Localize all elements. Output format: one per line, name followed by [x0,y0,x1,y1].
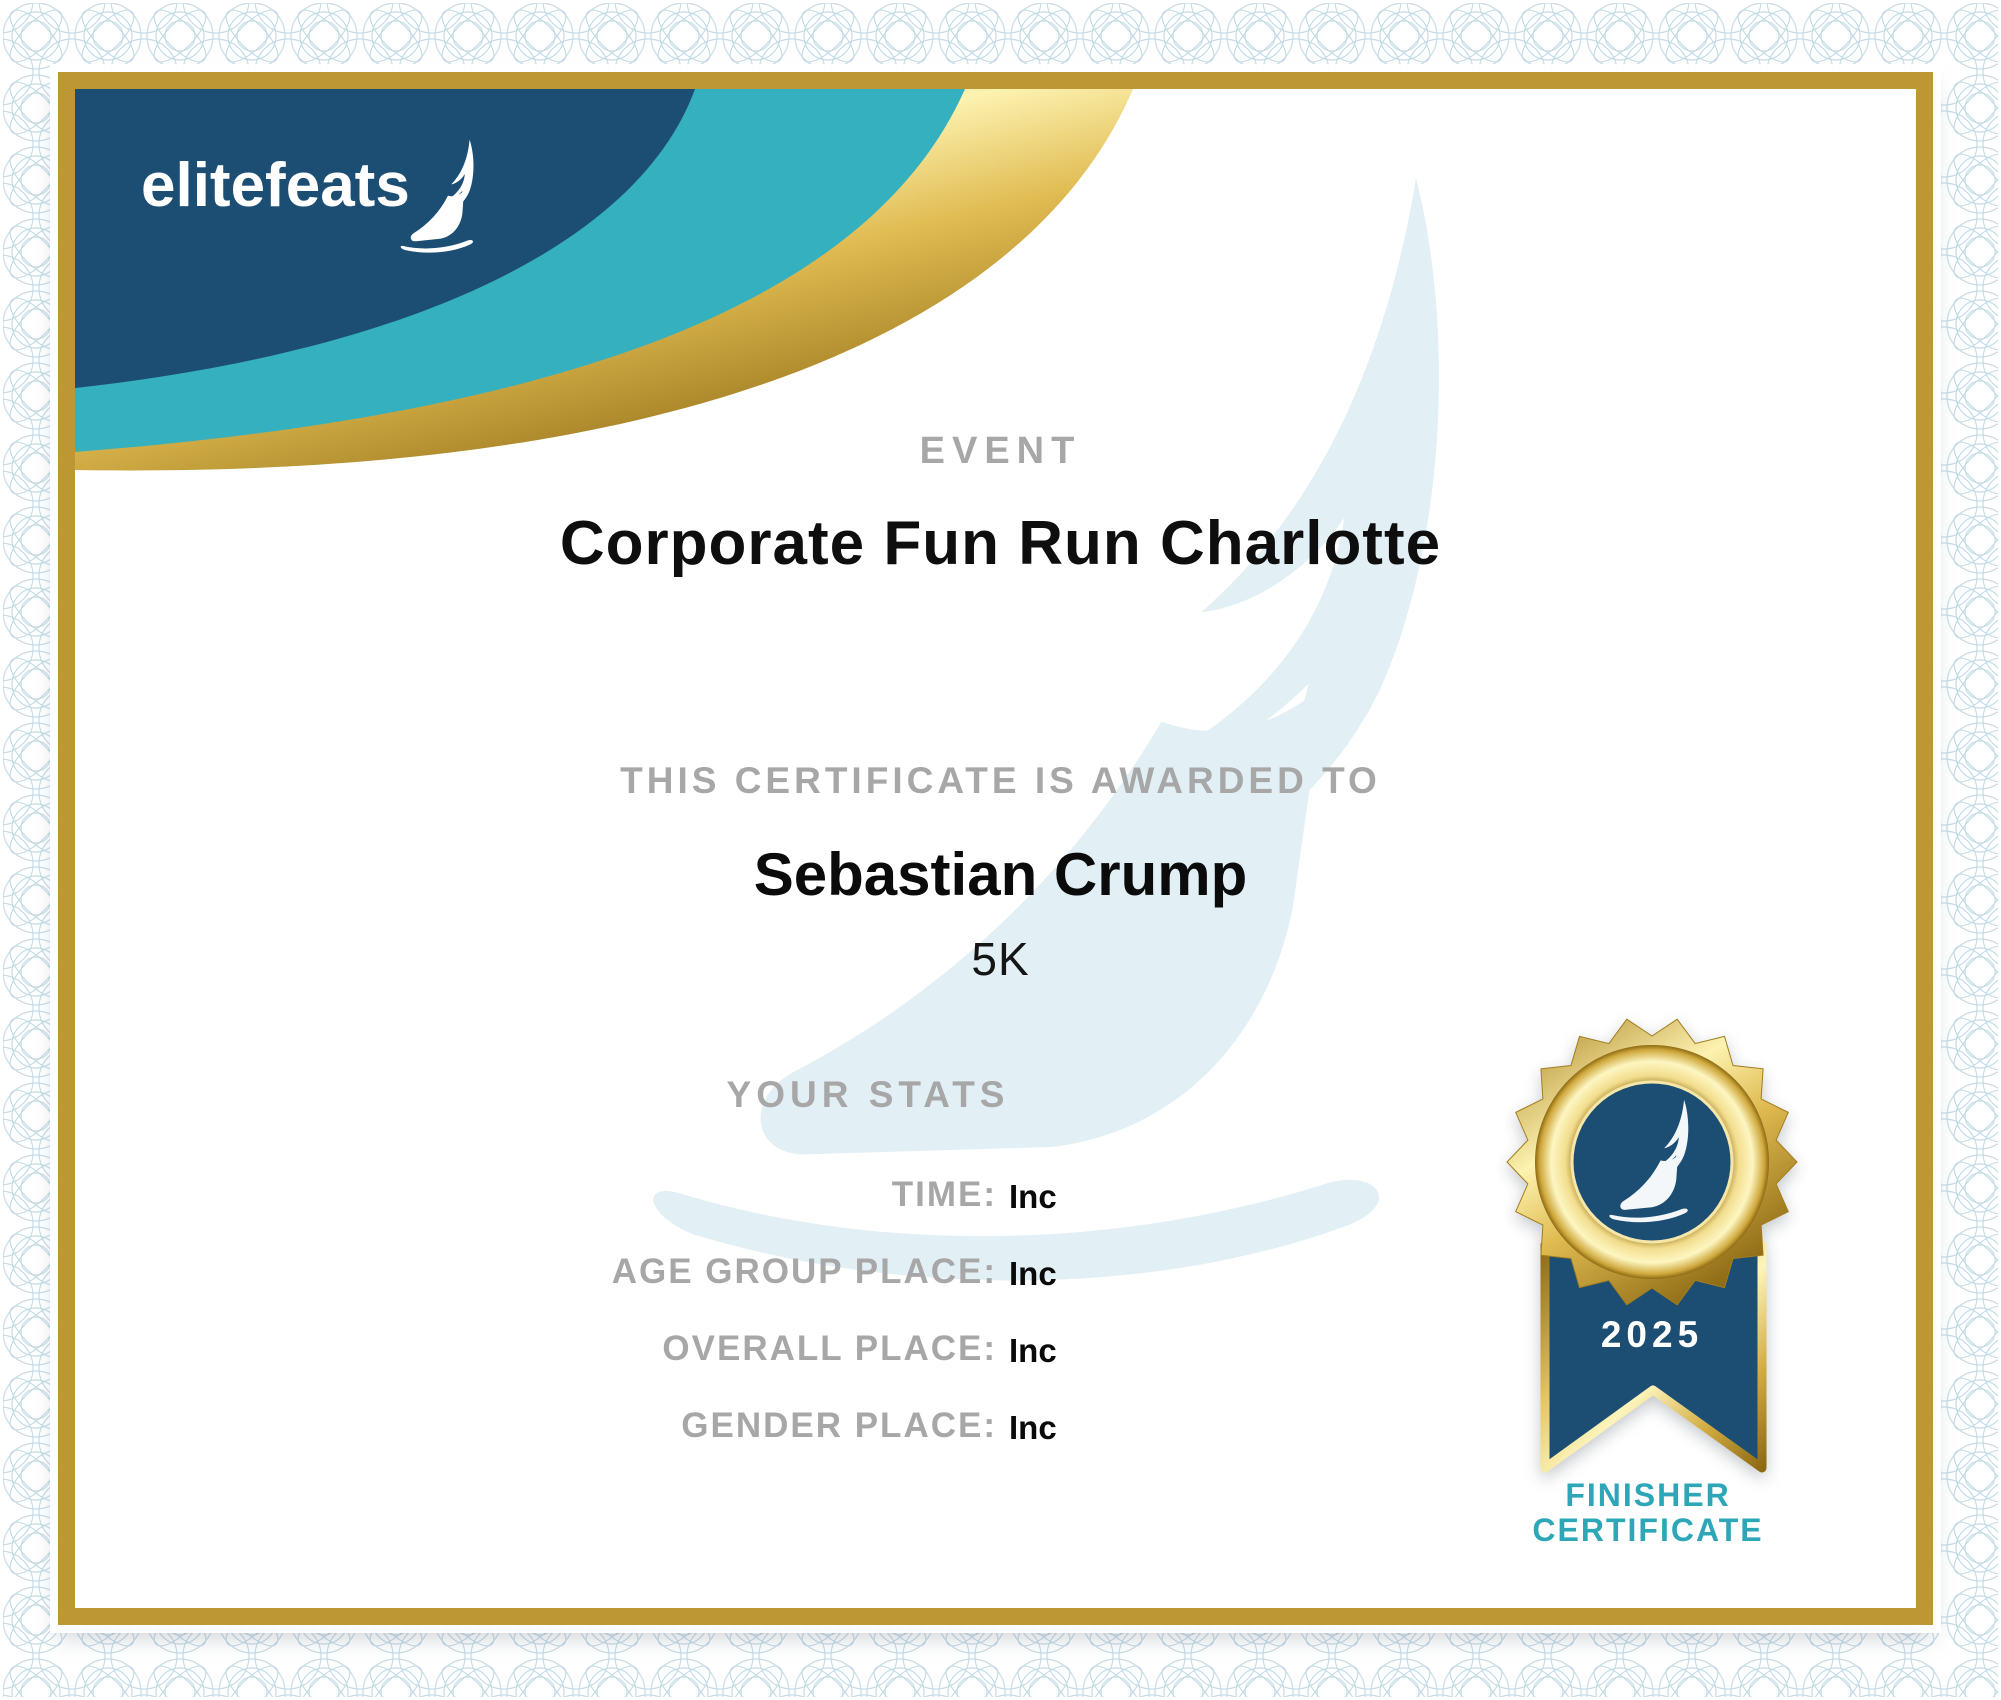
stat-value-time: Inc [1009,1178,1057,1215]
stat-row-time [0,1175,2001,1219]
stat-label-overall-place: OVERALL PLACE: [662,1329,997,1368]
event-name: Corporate Fun Run Charlotte [559,509,1442,578]
badge-caption-line2: CERTIFICATE [1532,1512,1764,1548]
stat-value-age-group-place: Inc [1009,1255,1057,1292]
recipient-name: Sebastian Crump [753,841,1248,908]
badge-caption [1448,1478,1848,1548]
stat-value-gender-place: Inc [1009,1409,1057,1446]
stat-value-overall-place: Inc [1009,1332,1057,1369]
badge-caption-line1: FINISHER [1565,1477,1731,1513]
stat-row-gender-place [0,1406,2001,1450]
event-label: EVENT [919,430,1082,472]
awarded-label: THIS CERTIFICATE IS AWARDED TO [620,760,1381,801]
stat-label-gender-place: GENDER PLACE: [681,1406,997,1445]
stat-row-age-group-place [0,1252,2001,1296]
race-distance: 5K [971,933,1030,985]
brand-logo-text: elitefeats [141,151,410,220]
stat-label-age-group-place: AGE GROUP PLACE: [611,1252,997,1291]
stat-label-time: TIME: [891,1175,997,1214]
badge-year: 2025 [1600,1314,1704,1355]
stats-heading: YOUR STATS [726,1074,1010,1115]
